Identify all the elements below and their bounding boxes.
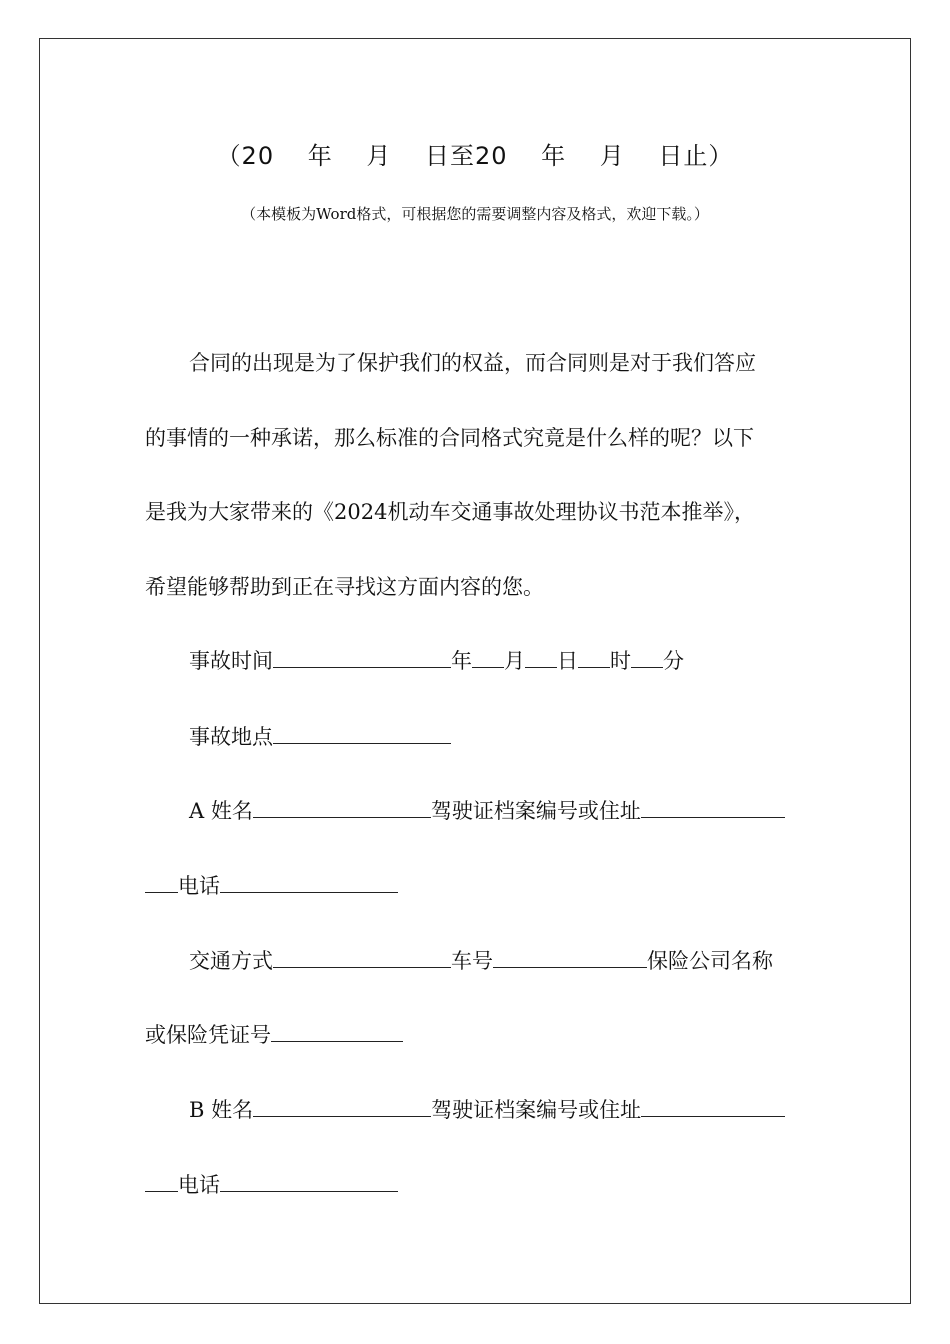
insurer-label: 保险公司名称 [647,949,773,973]
accident-time-label: 事故时间 [189,649,273,673]
insurance-cert-blank[interactable] [271,1023,403,1042]
phone-label: 电话 [178,874,220,898]
accident-place-label: 事故地点 [189,725,273,749]
day-label: 日 [557,649,578,673]
accident-place-row [189,724,451,750]
day-blank[interactable] [525,649,557,668]
month-label: 月 [504,649,525,673]
accident-time-row [189,648,684,674]
party-a-row [189,798,785,824]
party-a-phone-row [145,873,398,899]
hour-blank[interactable] [578,649,610,668]
transport-label: 交通方式 [189,949,273,973]
party-a-license-blank[interactable] [641,799,785,818]
intro-paragraph-line: 希望能够帮助到正在寻找这方面内容的您。 [145,575,544,599]
party-b-license-blank[interactable] [641,1098,785,1117]
party-a-name-blank[interactable] [253,799,431,818]
party-a-phone-blank[interactable] [220,874,398,893]
template-note: （本模板为Word格式，可根据您的需要调整内容及格式，欢迎下载。） [241,205,709,223]
intro-paragraph-line: 是我为大家带来的《2024机动车交通事故处理协议书范本推举》， [145,500,755,524]
license-label: 驾驶证档案编号或住址 [430,799,641,823]
plate-label: 车号 [451,949,493,973]
insurance-row [145,1022,403,1048]
party-b-phone-row [145,1172,398,1198]
party-b-license-blank-cont[interactable] [145,1173,178,1192]
transport-row [189,948,773,974]
intro-paragraph-line: 的事情的一种承诺，那么标准的合同格式究竟是什么样的呢？以下 [145,426,754,450]
phone-label-b: 电话 [178,1173,220,1197]
insurance-cert-label: 或保险凭证号 [145,1023,271,1047]
date-range-title: （20 年 月 日至20 年 月 日止） [216,142,734,170]
hour-label: 时 [610,649,631,673]
plate-blank[interactable] [493,949,647,968]
party-b-phone-blank[interactable] [220,1173,398,1192]
transport-blank[interactable] [273,949,451,968]
party-a-license-blank-cont[interactable] [145,874,178,893]
party-b-name-label: B 姓名 [189,1098,254,1122]
minute-blank[interactable] [631,649,663,668]
license-label-b: 驾驶证档案编号或住址 [431,1098,642,1122]
intro-paragraph-line: 合同的出现是为了保护我们的权益，而合同则是对于我们答应 [189,351,756,375]
party-a-name-label: A 姓名 [189,799,253,823]
accident-place-blank[interactable] [273,725,451,744]
minute-label: 分 [663,649,684,673]
accident-time-blank[interactable] [273,649,451,668]
year-label: 年 [451,649,472,673]
party-b-row [189,1097,785,1123]
month-blank[interactable] [472,649,504,668]
party-b-name-blank[interactable] [253,1098,431,1117]
